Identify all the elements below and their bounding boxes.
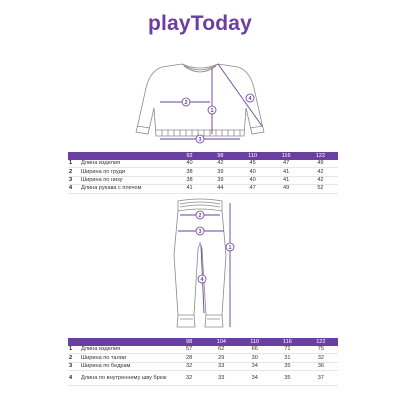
table-row	[68, 176, 338, 184]
marker-4: 4	[200, 277, 204, 283]
cell: 42	[205, 160, 236, 168]
table-row	[68, 160, 338, 168]
cell: 34	[238, 362, 271, 370]
size-header: 122	[304, 338, 338, 346]
cell: 32	[174, 371, 204, 386]
size-header: 110	[236, 152, 270, 160]
marker-3: 3	[198, 229, 202, 235]
row-number: 1	[68, 160, 80, 168]
row-number: 3	[68, 362, 80, 370]
pants-size-table	[68, 338, 338, 386]
row-label: Ширина по груди	[80, 168, 174, 176]
marker-2: 2	[184, 100, 188, 106]
size-header: 104	[204, 338, 238, 346]
row-number: 4	[68, 371, 80, 386]
cell: 32	[304, 354, 338, 362]
table-header-row	[68, 152, 338, 160]
row-label: Длина по внутреннему шву брюк	[80, 371, 174, 386]
row-label: Длина рукава с плечом	[80, 185, 174, 193]
cell: 28	[174, 354, 204, 362]
size-header: 98	[205, 152, 236, 160]
cell: 75	[304, 346, 338, 354]
table-header-row	[68, 338, 338, 346]
cell: 42	[303, 168, 338, 176]
cell: 38	[174, 168, 205, 176]
table-row	[68, 354, 338, 362]
cell: 41	[174, 185, 205, 193]
row-number: 4	[68, 185, 80, 193]
cell: 71	[271, 346, 304, 354]
table-row	[68, 168, 338, 176]
table-row	[68, 371, 338, 386]
table-row	[68, 362, 338, 370]
cell: 47	[236, 185, 270, 193]
table-row	[68, 346, 338, 354]
cell: 35	[271, 362, 304, 370]
table-row	[68, 185, 338, 193]
sweatshirt-drawing	[0, 58, 400, 150]
cell: 62	[204, 346, 238, 354]
cell: 40	[236, 168, 270, 176]
cell: 33	[204, 362, 238, 370]
cell: 49	[269, 185, 303, 193]
cell: 52	[303, 185, 338, 193]
row-label: Ширина по талии	[80, 354, 174, 362]
cell: 33	[204, 371, 238, 386]
size-header: 116	[271, 338, 304, 346]
row-number: 2	[68, 168, 80, 176]
cell: 39	[205, 176, 236, 184]
cell: 57	[174, 346, 204, 354]
cell: 37	[304, 371, 338, 386]
size-header: 92	[174, 152, 205, 160]
cell: 44	[205, 185, 236, 193]
marker-4: 4	[248, 96, 252, 102]
size-header: 110	[238, 338, 271, 346]
cell: 31	[271, 354, 304, 362]
size-header: 122	[303, 152, 338, 160]
cell: 39	[205, 168, 236, 176]
cell: 40	[236, 176, 270, 184]
size-header: 116	[269, 152, 303, 160]
cell: 40	[174, 160, 205, 168]
marker-3: 3	[198, 137, 202, 143]
row-number: 2	[68, 354, 80, 362]
cell: 29	[204, 354, 238, 362]
row-label: Ширина по бедрам	[80, 362, 174, 370]
cell: 34	[238, 371, 271, 386]
cell: 42	[303, 176, 338, 184]
cell: 66	[238, 346, 271, 354]
cell: 41	[269, 168, 303, 176]
size-header: 98	[174, 338, 204, 346]
cell: 35	[271, 371, 304, 386]
cell: 38	[174, 176, 205, 184]
cell: 36	[304, 362, 338, 370]
row-label: Ширина по низу	[80, 176, 174, 184]
row-number: 3	[68, 176, 80, 184]
pants-drawing	[0, 195, 400, 335]
cell: 30	[238, 354, 271, 362]
marker-1: 1	[210, 108, 214, 114]
brand-logo: playToday	[147, 12, 253, 35]
sweatshirt-size-table	[68, 152, 338, 194]
row-label: Длина изделия	[80, 346, 174, 354]
marker-2: 2	[198, 213, 202, 219]
marker-1: 1	[228, 245, 232, 251]
row-number: 1	[68, 346, 80, 354]
cell: 45	[236, 160, 270, 168]
cell: 32	[174, 362, 204, 370]
cell: 49	[303, 160, 338, 168]
cell: 47	[269, 160, 303, 168]
cell: 41	[269, 176, 303, 184]
row-label: Длина изделия	[80, 160, 174, 168]
